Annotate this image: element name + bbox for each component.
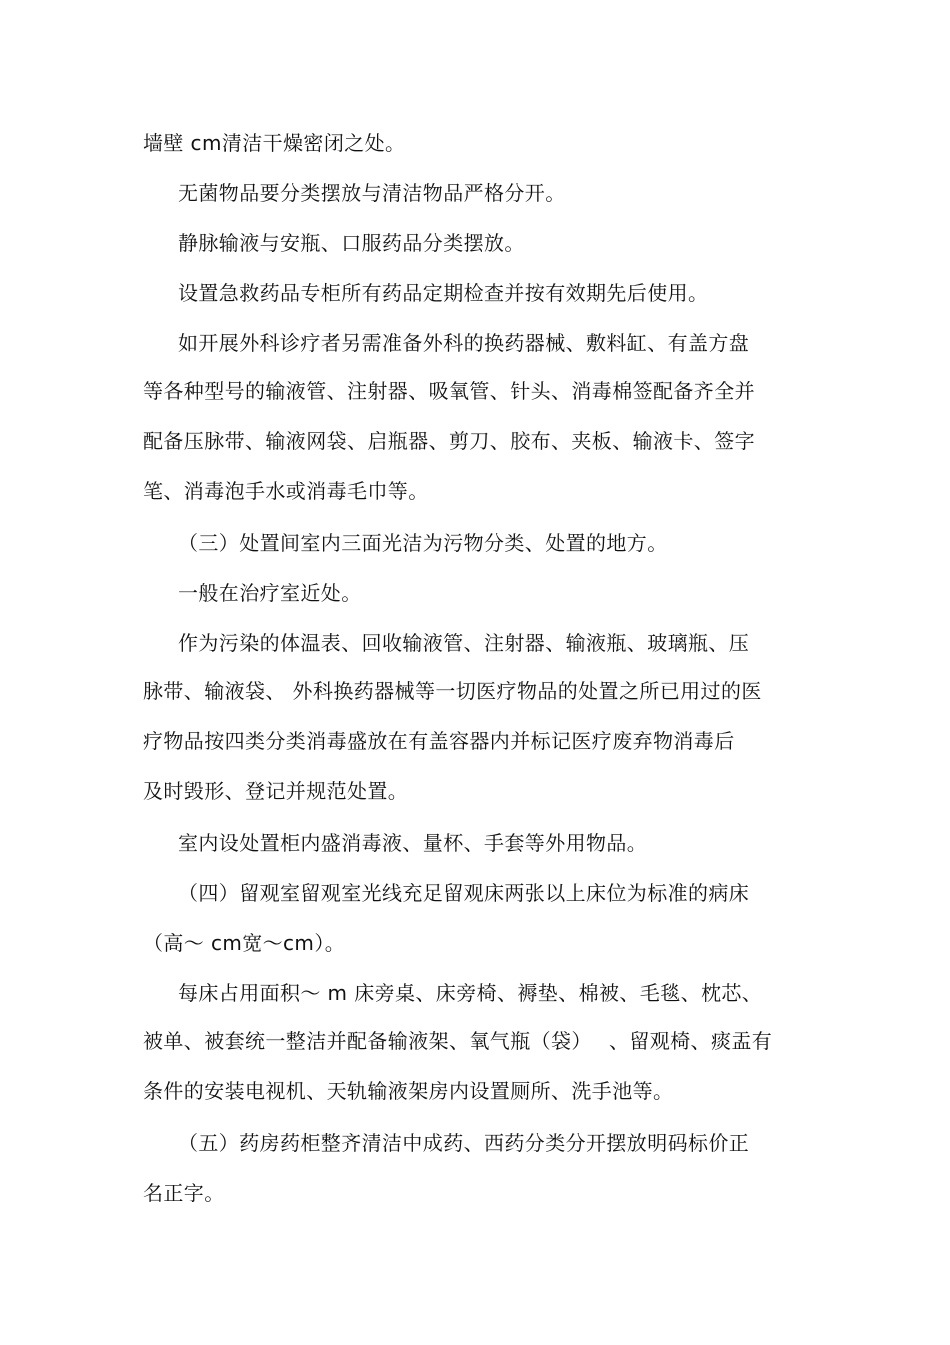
text-line: 条件的安装电视机、天轨输液架房内设置厕所、洗手池等。 — [143, 1079, 674, 1103]
text-line: 墙壁 cm清洁干燥密闭之处。 — [143, 131, 406, 155]
text-line: （三）处置间室内三面光洁为污物分类、处置的地方。 — [178, 531, 668, 555]
text-line: 及时毁形、登记并规范处置。 — [143, 779, 409, 803]
text-line: （高～ cm宽～cm）。 — [143, 931, 346, 955]
text-line: 脉带、输液袋、 外科换药器械等一切医疗物品的处置之所已用过的医 — [143, 679, 762, 703]
text-line: 被单、被套统一整洁并配备输液架、氧气瓶（袋） 、留观椅、痰盂有 — [143, 1029, 773, 1053]
text-line: 无菌物品要分类摆放与清洁物品严格分开。 — [178, 181, 566, 205]
text-line: 设置急救药品专柜所有药品定期检查并按有效期先后使用。 — [178, 281, 709, 305]
text-line: 如开展外科诊疗者另需准备外科的换药器械、敷料缸、有盖方盘 — [178, 331, 750, 355]
text-line: （五）药房药柜整齐清洁中成药、西药分类分开摆放明码标价正 — [178, 1131, 750, 1155]
text-line: 室内设处置柜内盛消毒液、量杯、手套等外用物品。 — [178, 831, 648, 855]
text-line: 一般在治疗室近处。 — [178, 581, 362, 605]
text-line: 名正字。 — [143, 1181, 225, 1205]
text-line: 疗物品按四类分类消毒盛放在有盖容器内并标记医疗废弃物消毒后 — [143, 729, 735, 753]
text-line: 笔、消毒泡手水或消毒毛巾等。 — [143, 479, 429, 503]
text-line: （四）留观室留观室光线充足留观床两张以上床位为标准的病床 — [178, 881, 750, 905]
text-line: 等各种型号的输液管、注射器、吸氧管、针头、消毒棉签配备齐全并 — [143, 379, 755, 403]
text-line: 每床占用面积～ m 床旁桌、床旁椅、褥垫、棉被、毛毯、枕芯、 — [178, 981, 763, 1005]
text-line: 静脉输液与安瓶、口服药品分类摆放。 — [178, 231, 525, 255]
text-line: 配备压脉带、输液网袋、启瓶器、剪刀、胶布、夹板、输液卡、签字 — [143, 429, 755, 453]
text-line: 作为污染的体温表、回收输液管、注射器、输液瓶、玻璃瓶、压 — [178, 631, 750, 655]
